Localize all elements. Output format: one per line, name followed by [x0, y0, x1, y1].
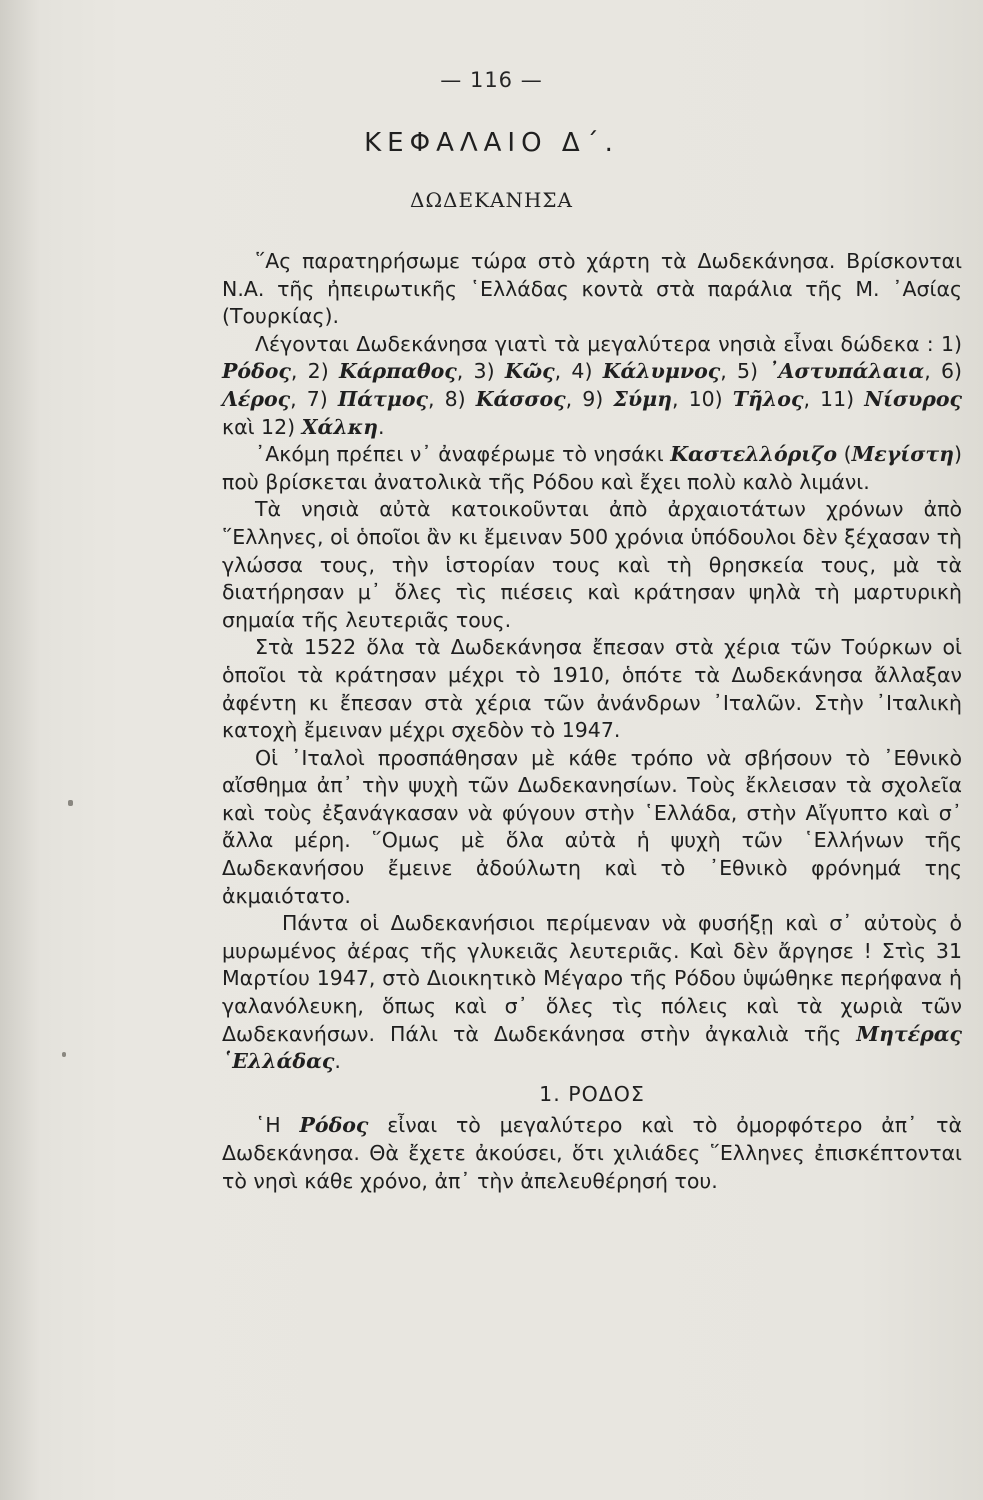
paragraph-7: Πάντα οἱ Δωδεκανήσιοι περίμεναν νὰ φυσήξῃ καὶ σ᾿ αὐτοὺς ὁ μυρωμένος ἀέρας τῆς γλυκειᾶς λευτεριᾶς. Καὶ δὲν ἄργησε ! Στὶς 31 Μαρτίου 1947, στὸ Διοικητικὸ Μέγαρο τῆς Ρόδου ὑψώθηκε περήφανα ἡ γαλανόλευκη, ὅπως καὶ σ᾿ ὅλες τὶς πόλεις καὶ τὰ χωριὰ τῶν Δωδεκανήσων. Πάλι τὰ Δωδεκάνησα στὴν ἀγκαλιὰ τῆς Μητέρας ῾Ελλάδας. [222, 911, 962, 1074]
paragraph-5: Στὰ 1522 ὅλα τὰ Δωδεκάνησα ἔπεσαν στὰ χέρια τῶν Τούρκων οἱ ὁποῖοι τὰ κράτησαν μέχρι τὸ 1910, ὁπότε τὰ Δωδεκάνησα ἄλλαξαν ἀφέντη κι ἔπεσαν στὰ χέρια τῶν ἀνάνδρων ᾿Ιταλῶν. Στὴν ᾿Ιταλικὴ κατοχὴ ἔμειναν μέχρι σχεδὸν τὸ 1947. [222, 635, 962, 743]
island-name: ᾿Αστυπάλαια [768, 359, 925, 384]
margin-speck [62, 1052, 66, 1057]
island-name: Κῶς [504, 359, 555, 384]
chapter-title: ΚΕΦΑΛΑΙΟ Δ΄. [364, 128, 619, 158]
island-name: Τῆλος [732, 386, 804, 411]
island-name: Λέρος [222, 386, 291, 411]
island-name: Μεγίστη [851, 442, 955, 467]
body-text [222, 248, 962, 1195]
island-name: Καστελλόριζο [670, 442, 837, 467]
island-name: Κάρπαθος [338, 359, 457, 384]
emphasis-text: Ρόδος [299, 1113, 369, 1138]
island-name: Σύμη [613, 386, 673, 411]
island-name: Κάλυμνος [602, 359, 721, 384]
paragraph-1: ῞Ας παρατηρήσωμε τώρα στὸ χάρτη τὰ Δωδεκάνησα. Βρίσκονται Ν.Α. τῆς ἠπειρωτικῆς ῾Ελλάδας κοντὰ στὰ παράλια τῆς Μ. ᾿Ασίας (Τουρκίας). [222, 249, 962, 329]
emphasis-text: Μητέρας ῾Ελλάδας [222, 1021, 962, 1074]
page-number: — 116 — [440, 68, 543, 92]
island-name: Νίσυρος [864, 386, 963, 411]
paragraph-8: ῾Η Ρόδος εἶναι τὸ μεγαλύτερο καὶ τὸ ὀμορφότερο ἀπ᾿ τὰ Δωδεκάνησα. Θὰ ἔχετε ἀκούσει, ὅτι χιλιάδες ῞Ελληνες ἐπισκέπτονται τὸ νησὶ κάθε χρόνο, ἀπ᾿ τὴν ἀπελευθέρησή του. [222, 1113, 963, 1193]
chapter-subtitle: ΔΩΔΕΚΑΝΗΣΑ [410, 188, 573, 212]
paragraph-3: ᾿Ακόμη πρέπει ν᾿ ἀναφέρωμε τὸ νησάκι Καστελλόριζο (Μεγίστη) ποὺ βρίσκεται ἀνατολικὰ τῆς Ρόδου καὶ ἔχει πολὺ καλὸ λιμάνι. [222, 442, 963, 494]
paragraph-6: Οἱ ᾿Ιταλοὶ προσπάθησαν μὲ κάθε τρόπο νὰ σβήσουν τὸ ᾿Εθνικὸ αἴσθημα ἀπ᾿ τὴν ψυχὴ τῶν Δωδεκανησίων. Τοὺς ἔκλεισαν τὰ σχολεῖα καὶ τοὺς ἐξανάγκασαν νὰ φύγουν στὴν ῾Ελλάδα, στὴν Αἴγυπτο καὶ σ᾿ ἄλλα μέρη. ῞Ομως μὲ ὅλα αὐτὰ ἡ ψυχὴ τῶν ῾Ελλήνων τῆς Δωδεκανήσου ἔμεινε ἀδούλωτη καὶ τὸ ᾿Εθνικὸ φρόνημά της ἀκμαιότατο. [222, 745, 962, 908]
margin-speck [68, 800, 73, 806]
island-name: Χάλκη [301, 414, 378, 439]
paragraph-4: Τὰ νησιὰ αὐτὰ κατοικοῦνται ἀπὸ ἀρχαιοτάτων χρόνων ἀπὸ ῞Ελληνες, οἱ ὁποῖοι ἂν κι ἔμειναν 500 χρόνια ὑπόδουλοι δὲν ξέχασαν τὴ γλώσσα τους, τὴν ἱστορίαν τους καὶ τὴ θρησκεία τους, μὰ τὰ διατήρησαν μ᾿ ὅλες τὶς πιέσεις καὶ κράτησαν ψηλὰ τὴ μαρτυρικὴ σημαία τῆς λευτεριᾶς τους. [222, 497, 962, 632]
section-title: 1. ΡΟΔΟΣ [539, 1081, 645, 1106]
paragraph-2: Λέγονται Δωδεκάνησα γιατὶ τὰ μεγαλύτερα νησιὰ εἶναι δώδεκα : 1) Ρόδος, 2) Κάρπαθος, 3) Κῶς, 4) Κάλυμνος, 5) ᾿Αστυπάλαια, 6) Λέρος, 7) Πάτμος, 8) Κάσσος, 9) Σύμη, 10) Τῆλος, 11) Νίσυρος καὶ 12) Χάλκη. [222, 331, 963, 439]
island-name: Κάσσος [475, 386, 566, 411]
island-name: Ρόδος [222, 359, 291, 384]
island-name: Πάτμος [337, 386, 428, 411]
